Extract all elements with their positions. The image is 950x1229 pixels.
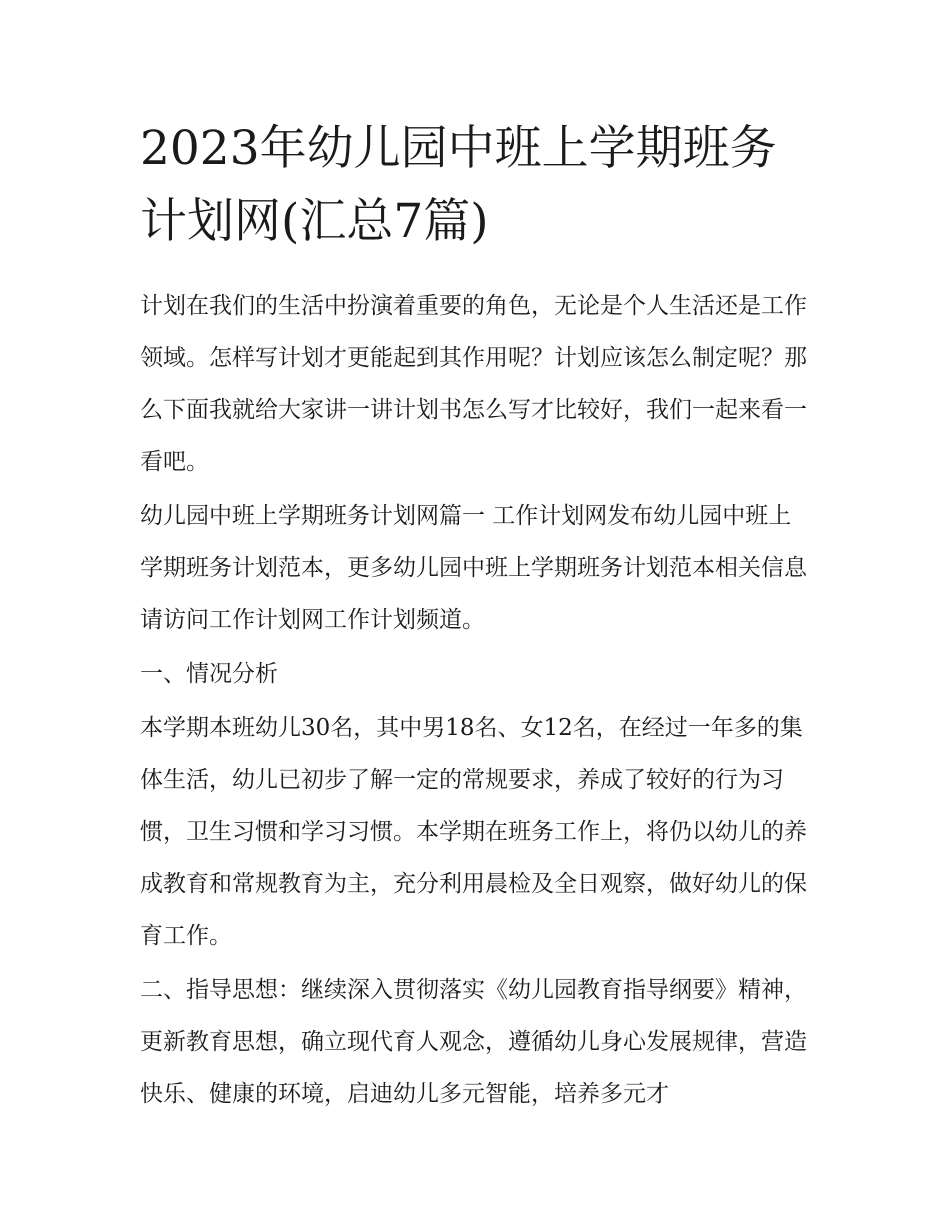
heading-situation-analysis: 一、情况分析 (140, 661, 278, 687)
title-line-1: 2023年幼儿园中班上学期班务 (140, 121, 777, 176)
paragraph-part-one: 幼儿园中班上学期班务计划网篇一 工作计划网发布幼儿园中班上学期班务计划范本，更多幼儿园中班上学期班务计划范本相关信息请访问工作计划网工作计划频道。 (140, 503, 807, 633)
title-line-2: 计划网(汇总7篇) (140, 194, 489, 249)
paragraph-situation: 本学期本班幼儿30名，其中男18名、女12名，在经过一年多的集体生活，幼儿已初步了解一定的常规要求，养成了较好的行为习惯，卫生习惯和学习习惯。本学期在班务工作上，将仍以幼儿的养成教育和常规教育为主，充分利用晨检及全日观察，做好幼儿的保育工作。 (140, 715, 807, 949)
document-page (140, 112, 812, 1122)
document-title (140, 112, 812, 258)
paragraph-intro: 计划在我们的生活中扮演着重要的角色，无论是个人生活还是工作领域。怎样写计划才更能起到其作用呢？计划应该怎么制定呢？那么下面我就给大家讲一讲计划书怎么写才比较好，我们一起来看一看吧。 (140, 293, 807, 475)
paragraph-guiding-idea: 二、指导思想：继续深入贯彻落实《幼儿园教育指导纲要》精神，更新教育思想，确立现代育人观念，遵循幼儿身心发展规律，营造快乐、健康的环境，启迪幼儿多元智能，培养多元才 (140, 977, 807, 1107)
